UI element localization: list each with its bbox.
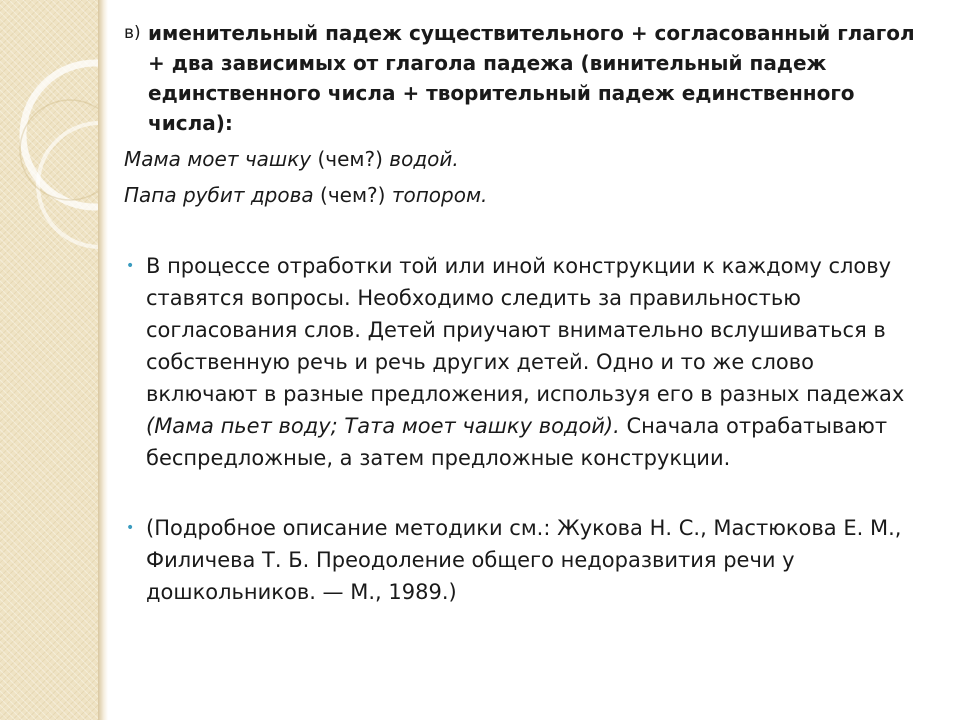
paragraph-1-text-start: В процессе отработки той или иной конструкции к каждому слову ставятся вопросы. Необходимо следить за правильностью согласования слов. Детей приучают внимательно вслушиваться в собственную речь и речь других детей. Одно и то же слово включают в разные предложения, используя его в разных падежах [146,254,905,406]
decorative-side-panel [0,0,98,720]
example-sentence-2 [124,180,924,210]
example-2-before: Папа рубит дрова [124,183,314,207]
example-sentence-1 [124,144,924,174]
example-2-question: (чем?) [320,183,386,207]
bullet-dot-icon: • [126,258,135,274]
heading-marker: в) [124,23,141,43]
section-heading [124,18,924,138]
paragraph-1-italic-examples: (Мама пьет воду; Тата моет чашку водой). [146,414,620,438]
example-1-before: Мама моет чашку [124,147,312,171]
bullet-paragraph-method [124,250,924,474]
bullet-dot-icon: • [126,520,135,536]
heading-text: именительный падеж существительного + согласованный глагол + два зависимых от глагола падежа (винительный падеж единственного числа + творительный падеж единственного числа): [148,21,915,135]
bullet-paragraph-reference [124,512,924,608]
example-1-after: водой. [389,147,459,171]
example-1-question: (чем?) [317,147,383,171]
example-2-after: топором. [391,183,488,207]
paragraph-2-text: (Подробное описание методики см.: Жукова Н. С., Мастюкова Е. М., Филичева Т. Б. Преодоление общего недоразвития речи у дошкольников. — М., 1989.) [146,516,902,604]
ring-outline [20,100,98,200]
paragraph-1-text-end: Сначала отрабатывают беспредложные, а затем предложные конструкции. [146,414,888,470]
panel-edge [98,0,108,720]
slide-content [124,18,924,608]
decorative-rings [0,0,98,720]
